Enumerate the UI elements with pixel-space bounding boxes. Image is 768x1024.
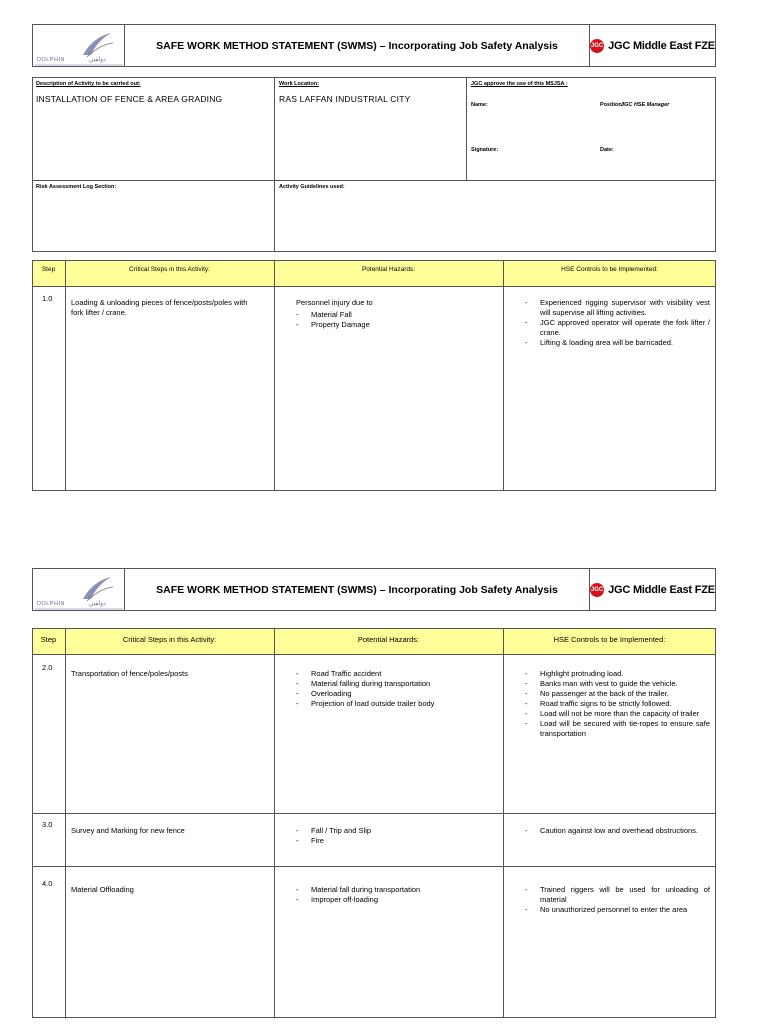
- dolphin-arabic-text: دولفين: [89, 57, 106, 63]
- jgc-brand-text: JGC Middle East FZE: [608, 583, 715, 596]
- jgc-badge-icon: JGC: [590, 39, 604, 53]
- list-item: - Trained riggers will be used for unloading of material: [525, 885, 710, 905]
- col-step-header: Step: [40, 635, 57, 644]
- signature-label: Signature:: [471, 147, 499, 153]
- table-1-header-row: [32, 260, 716, 287]
- col-critical-header: Critical Steps in this Activity:: [129, 266, 210, 273]
- date-label: Date:: [600, 147, 614, 153]
- description-label: Description of Activity to be carried out:: [36, 81, 141, 87]
- approve-label: JGC approve the use of this MSJSA :: [471, 81, 568, 87]
- list-item: - Property Damage: [296, 320, 486, 330]
- document-title: [125, 25, 589, 66]
- col-controls-header: HSE Controls to be Implemented:: [561, 266, 658, 273]
- list-item: - Material Fall: [296, 310, 486, 320]
- position-label: Position:: [600, 102, 624, 108]
- activity-text: Loading & unloading pieces of fence/posts/poles with fork lifter / crane.: [71, 298, 248, 317]
- col-hazards-header: Potential Hazards:: [361, 266, 416, 273]
- list-item: - Banks man with vest to guide the vehicle.: [525, 679, 710, 689]
- controls-list: [525, 669, 710, 739]
- dolphin-arabic-text: دولفين: [89, 601, 106, 607]
- list-item: - Fire: [296, 836, 496, 846]
- list-item: - Material falling during transportation: [296, 679, 496, 689]
- list-item: - No unauthorized personnel to enter the area: [525, 905, 710, 915]
- document-title: [125, 569, 589, 610]
- list-item: - Caution against low and overhead obstructions.: [525, 826, 710, 836]
- hazard-intro: Personnel injury due to: [296, 298, 373, 307]
- col-step-header: Step: [41, 266, 56, 273]
- controls-list: [525, 826, 710, 836]
- dolphin-logo: [33, 25, 125, 66]
- list-item: - Improper off-loading: [296, 895, 496, 905]
- location-value: RAS LAFFAN INDUSTRIAL CITY: [279, 94, 411, 104]
- list-item: - Overloading: [296, 689, 496, 699]
- jgc-badge-icon: JGC: [590, 583, 604, 597]
- title-separator: –: [376, 583, 389, 596]
- step-number: 1.0: [42, 294, 53, 303]
- list-item: - Load will be secured with tie-ropes to ensure safe transportation: [525, 719, 710, 739]
- jgc-logo: [589, 569, 715, 610]
- activity-text: Transportation of fence/poles/posts: [71, 669, 188, 678]
- dolphin-logo: [33, 569, 125, 610]
- description-value: INSTALLATION OF FENCE & AREA GRADING: [36, 94, 223, 104]
- step-number: 4.0: [42, 879, 53, 888]
- step-number: 2.0: [42, 663, 53, 672]
- jgc-brand-text: JGC Middle East FZE: [608, 39, 715, 52]
- controls-list: [525, 885, 710, 915]
- col-controls-header: HSE Controls to be Implemented:: [553, 635, 666, 644]
- location-label: Work Location:: [279, 81, 319, 87]
- title-sub: Incorporating Job Safety Analysis: [388, 39, 558, 52]
- hazards-list: [296, 826, 496, 846]
- controls-list: [525, 298, 710, 348]
- list-item: - Fall / Trip and Slip: [296, 826, 496, 836]
- list-item: - Road Traffic accident: [296, 669, 496, 679]
- dolphin-text: DOLPHIN: [37, 57, 65, 63]
- dolphin-text: DOLPHIN: [37, 601, 65, 607]
- name-label: Name:: [471, 102, 488, 108]
- activity-text: Material Offloading: [71, 885, 134, 894]
- list-item: - JGC approved operator will operate the fork lifter / crane.: [525, 318, 710, 338]
- hazards-list: [296, 885, 496, 905]
- hazards-list: [296, 669, 496, 709]
- page-header-2: [32, 568, 716, 611]
- title-separator: –: [376, 39, 389, 52]
- title-sub: Incorporating Job Safety Analysis: [388, 583, 558, 596]
- title-main: SAFE WORK METHOD STATEMENT (SWMS): [156, 583, 377, 596]
- step-number: 3.0: [42, 820, 53, 829]
- position-value: JGC HSE Manager: [621, 102, 670, 108]
- jgc-logo: [589, 25, 715, 66]
- activity-text: Survey and Marking for new fence: [71, 826, 185, 835]
- col-hazards-header: Potential Hazards:: [357, 635, 420, 644]
- list-item: - Material fall during transportation: [296, 885, 496, 895]
- col-critical-header: Critical Steps in this Activity:: [122, 635, 217, 644]
- page-header-1: [32, 24, 716, 67]
- risk-label: Risk Assessment Log Section:: [36, 184, 117, 190]
- guidelines-label: Activity Guidelines used:: [279, 184, 345, 190]
- list-item: - Lifting & loading area will be barricaded.: [525, 338, 710, 348]
- list-item: - Load will not be more than the capacity of trailer: [525, 709, 710, 719]
- hazards-list: [296, 310, 486, 330]
- list-item: - No passenger at the back of the trailer.: [525, 689, 710, 699]
- list-item: - Road traffic signs to be strictly followed.: [525, 699, 710, 709]
- list-item: - Highlight protruding load.: [525, 669, 710, 679]
- title-main: SAFE WORK METHOD STATEMENT (SWMS): [156, 39, 377, 52]
- list-item: - Experienced rigging supervisor with visibility vest will supervise all lifting activities.: [525, 298, 710, 318]
- list-item: - Projection of load outside trailer body: [296, 699, 496, 709]
